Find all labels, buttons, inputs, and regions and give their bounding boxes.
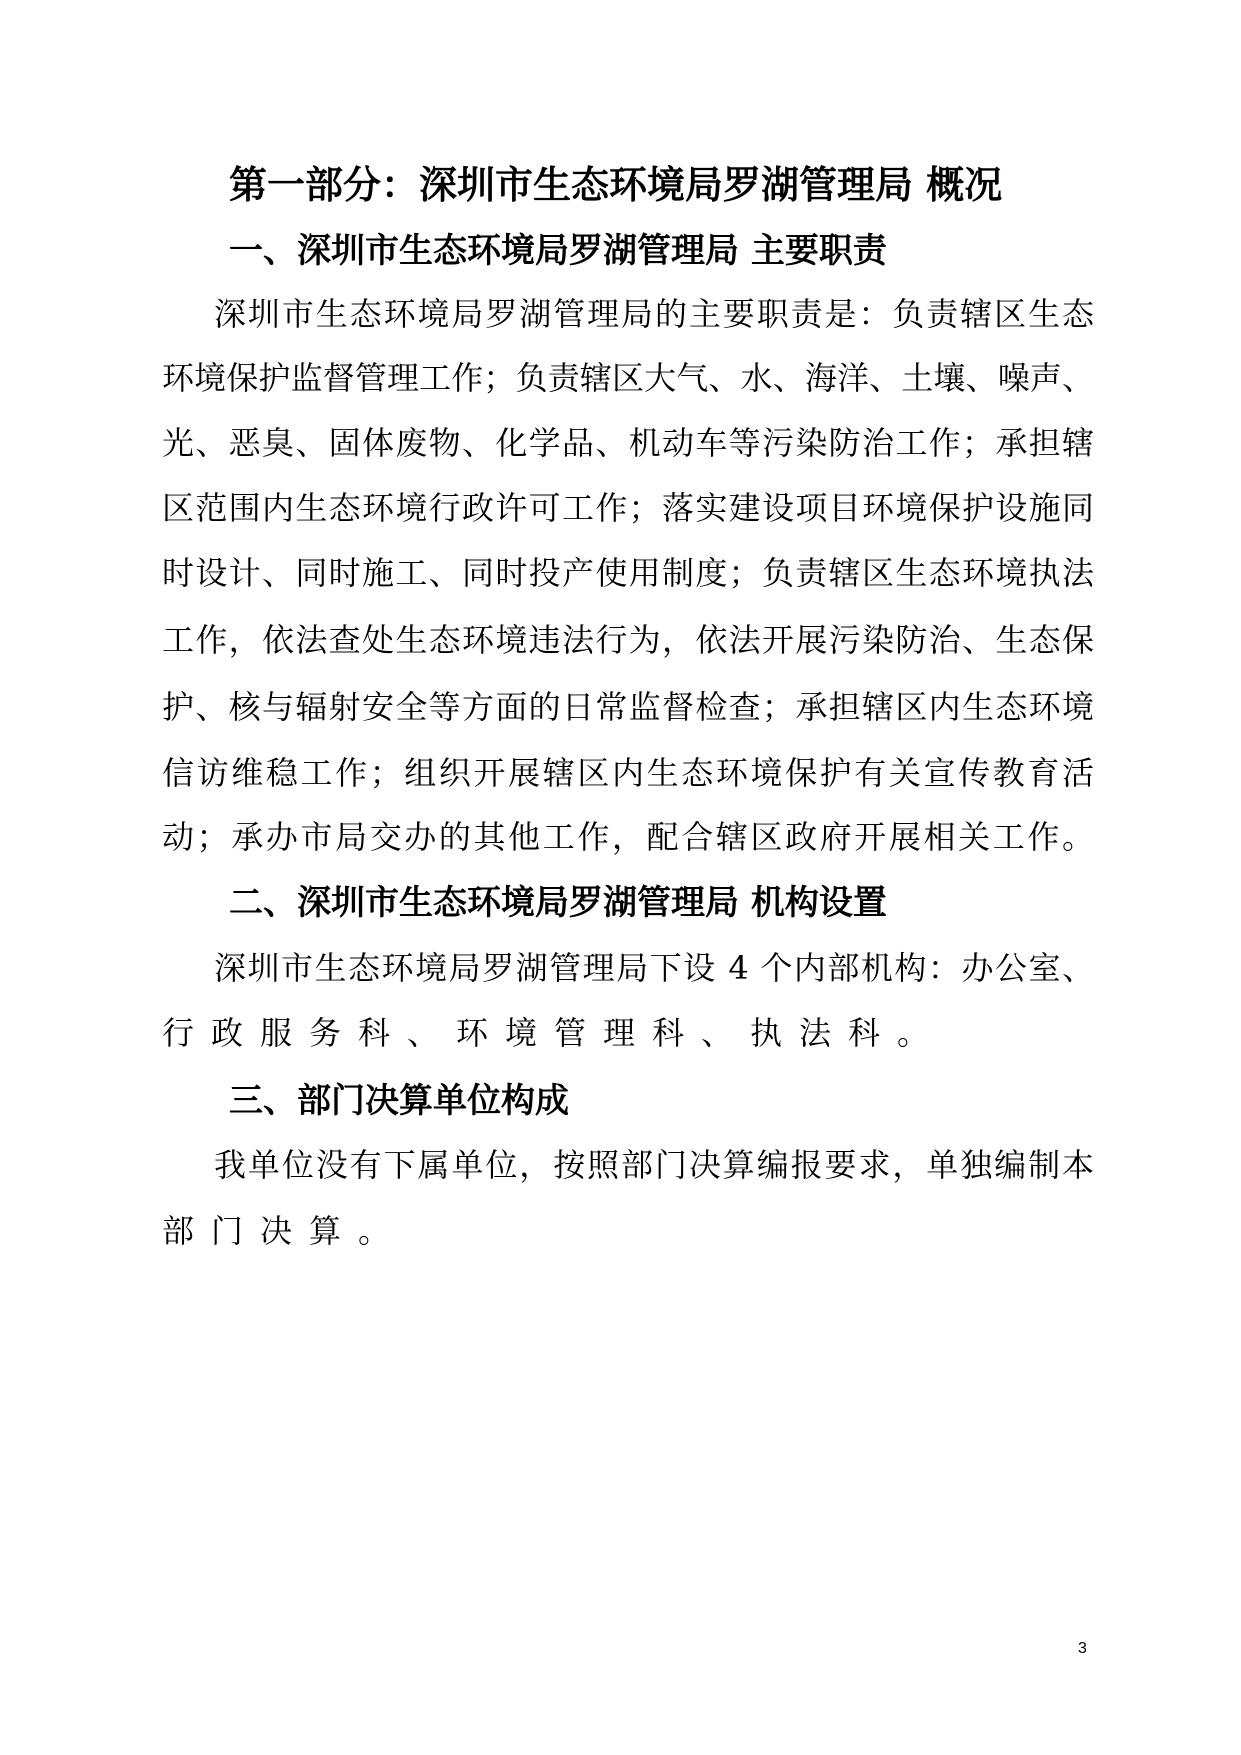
paragraph-line: 工作，依法查处生态环境违法行为，依法开展污染防治、生态保 <box>162 621 1094 659</box>
paragraph-line: 环境保护监督管理工作；负责辖区大气、水、海洋、土壤、噪声、 <box>162 359 1094 397</box>
section-heading-duties: 一、深圳市生态环境局罗湖管理局 主要职责 <box>229 231 887 271</box>
section-heading-units: 三、部门决算单位构成 <box>229 1081 569 1121</box>
paragraph-line: 深圳市生态环境局罗湖管理局下设 4 个内部机构：办公室、 <box>214 949 1094 987</box>
page-number: 3 <box>1078 1640 1087 1657</box>
paragraph-line: 深圳市生态环境局罗湖管理局的主要职责是：负责辖区生态 <box>214 295 1094 333</box>
paragraph-line: 动；承办市局交办的其他工作，配合辖区政府开展相关工作。 <box>162 818 1094 856</box>
paragraph-line: 行政服务科、环境管理科、执法科。 <box>162 1014 947 1052</box>
paragraph-line: 时设计、同时施工、同时投产使用制度；负责辖区生态环境执法 <box>162 554 1094 592</box>
paragraph-line: 部门决算。 <box>162 1212 408 1250</box>
section-heading-structure: 二、深圳市生态环境局罗湖管理局 机构设置 <box>229 883 887 923</box>
paragraph-line: 光、恶臭、固体废物、化学品、机动车等污染防治工作；承担辖 <box>162 424 1094 462</box>
paragraph-line: 护、核与辐射安全等方面的日常监督检查；承担辖区内生态环境 <box>162 688 1094 726</box>
page-title: 第一部分：深圳市生态环境局罗湖管理局 概况 <box>229 163 1003 207</box>
paragraph-line: 信访维稳工作；组织开展辖区内生态环境保护有关宣传教育活 <box>162 754 1094 792</box>
paragraph-line: 我单位没有下属单位，按照部门决算编报要求，单独编制本 <box>214 1146 1094 1184</box>
paragraph-line: 区范围内生态环境行政许可工作；落实建设项目环境保护设施同 <box>162 489 1094 527</box>
